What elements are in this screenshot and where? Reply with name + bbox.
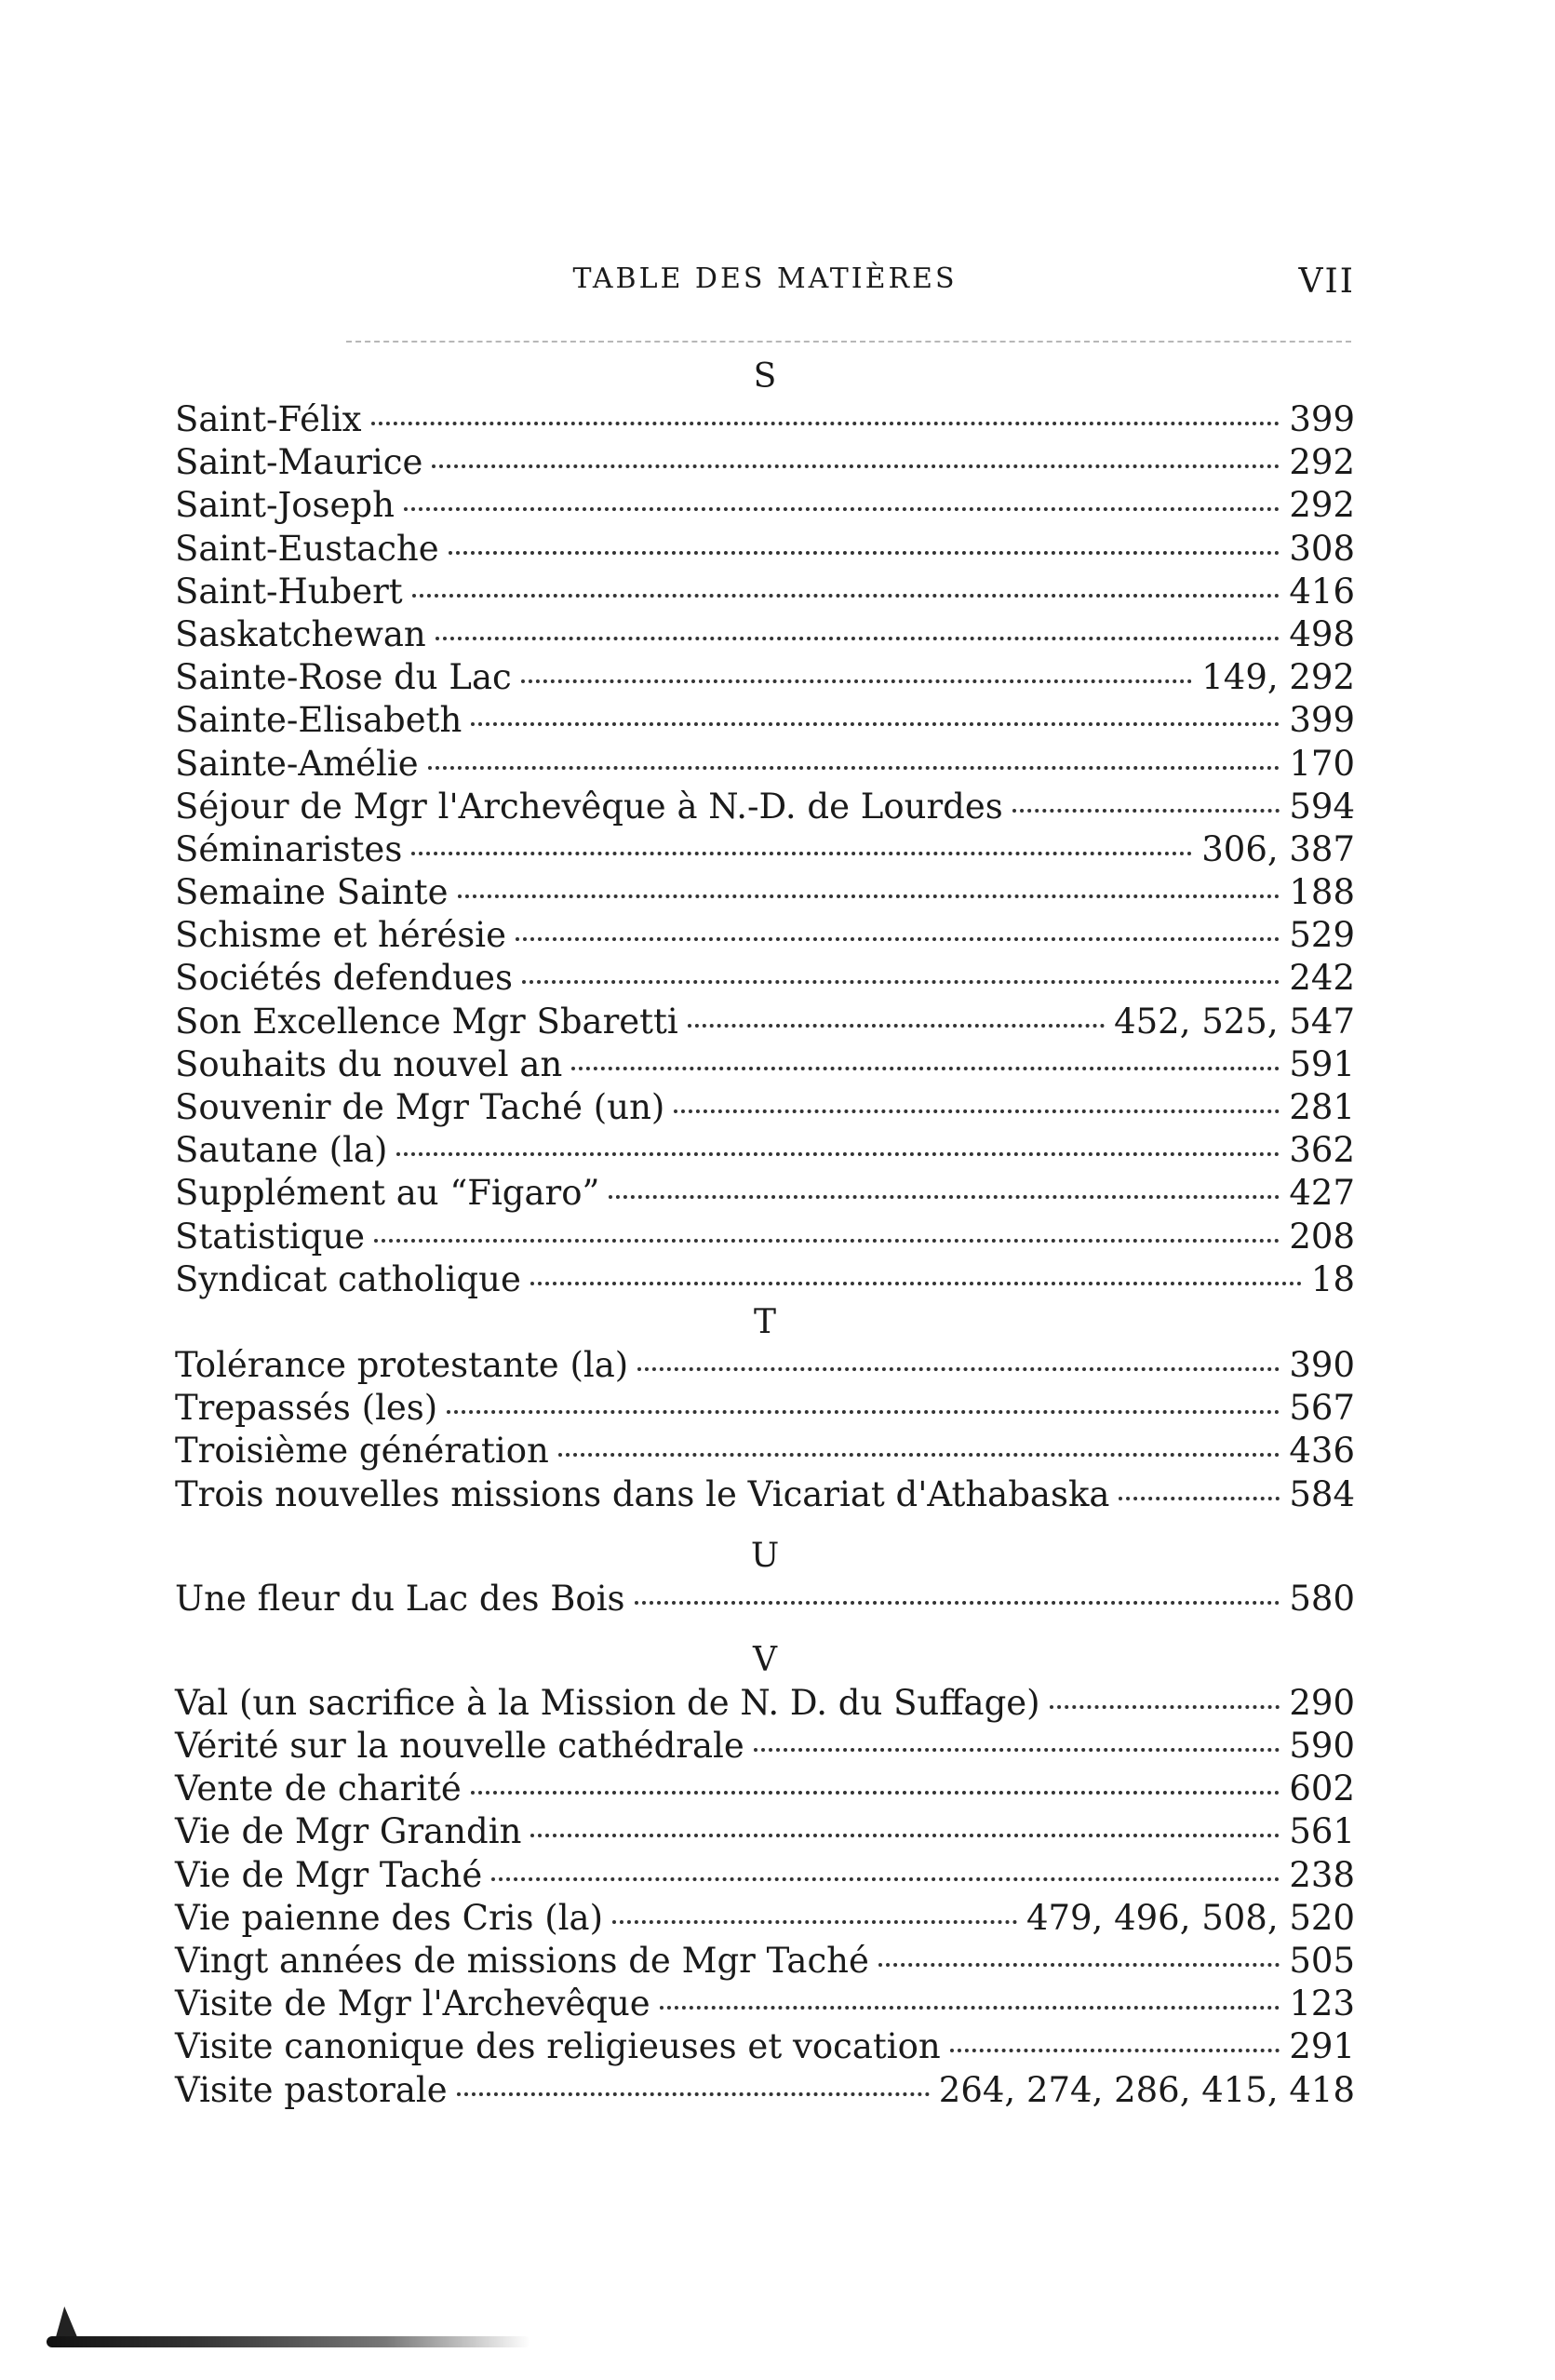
toc-entry (175, 528, 1355, 571)
entry-pages: 292 (1289, 442, 1355, 483)
entry-pages: 292 (1289, 485, 1355, 526)
entry-pages: 498 (1289, 613, 1355, 654)
entry-title: Saint-Maurice (175, 442, 423, 483)
ink-smudge (47, 2336, 530, 2347)
entry-title: Vente de charité (175, 1768, 462, 1809)
dot-leader (558, 1453, 1280, 1457)
toc-entry (175, 613, 1355, 656)
entry-title: Vingt années de missions de Mgr Taché (175, 1941, 869, 1981)
entry-pages: 399 (1289, 700, 1355, 741)
entry-title: Syndicat catholique (175, 1258, 521, 1299)
toc-entry (175, 1043, 1355, 1086)
dot-leader (754, 1748, 1280, 1752)
dot-leader (457, 2092, 930, 2096)
dot-leader (491, 1877, 1280, 1881)
entry-title: Troisième génération (175, 1431, 549, 1472)
toc-entry (175, 1086, 1355, 1129)
entry-pages: 580 (1289, 1578, 1355, 1619)
dot-leader (411, 852, 1192, 855)
toc-entry (175, 1940, 1355, 1983)
dot-leader (374, 1239, 1280, 1243)
dot-leader (878, 1963, 1280, 1967)
toc-entry (175, 1578, 1355, 1620)
dot-leader (436, 637, 1280, 640)
toc-entry (175, 1682, 1355, 1725)
entry-title: Schisme et hérésie (175, 915, 507, 956)
dot-leader (471, 722, 1280, 726)
entry-title: Visite canonique des religieuses et vocation (175, 2026, 941, 2067)
entry-pages: 591 (1289, 1043, 1355, 1084)
toc-entry (175, 2025, 1355, 2068)
entry-title: Souhaits du nouvel an (175, 1043, 563, 1084)
entry-pages: 436 (1289, 1431, 1355, 1472)
dot-leader (530, 1834, 1280, 1837)
toc-entry (175, 957, 1355, 1000)
entry-title: Sainte-Elisabeth (175, 700, 462, 741)
table-of-contents (175, 356, 1355, 2112)
entry-title: Trepassés (les) (175, 1388, 438, 1429)
entry-title: Séminaristes (175, 828, 403, 869)
entry-pages: 123 (1289, 1983, 1355, 2024)
section-letter: T (753, 1302, 776, 1341)
dot-leader (688, 1024, 1105, 1028)
dot-leader (950, 2049, 1280, 2052)
toc-entry (175, 571, 1355, 613)
entry-pages: 390 (1289, 1344, 1355, 1385)
dot-leader (674, 1109, 1280, 1113)
entry-pages: 170 (1289, 743, 1355, 784)
dot-leader (522, 980, 1280, 984)
toc-entry (175, 2069, 1355, 2112)
toc-entry (175, 1001, 1355, 1043)
toc-section (175, 1620, 1355, 2112)
entry-title: Séjour de Mgr l'Archevêque à N.-D. de Lourdes (175, 786, 1003, 827)
toc-entry (175, 914, 1355, 957)
entry-title: Tolérance protestante (la) (175, 1344, 629, 1385)
toc-entry (175, 1258, 1355, 1301)
toc-entry (175, 1216, 1355, 1258)
dot-leader (521, 679, 1192, 683)
toc-entry (175, 398, 1355, 441)
dot-leader (612, 1920, 1017, 1924)
entry-title: Trois nouvelles missions dans le Vicariat d'Athabaska (175, 1473, 1110, 1514)
entry-title: Saint-Félix (175, 399, 362, 439)
entry-title: Visite pastorale (175, 2069, 448, 2110)
toc-entry (175, 1129, 1355, 1172)
entry-title: Saint-Eustache (175, 528, 439, 569)
entry-pages: 590 (1289, 1726, 1355, 1767)
entry-pages: 308 (1289, 528, 1355, 569)
entry-pages: 149, 292 (1201, 657, 1355, 698)
toc-section (175, 1301, 1355, 1516)
entry-pages: 594 (1289, 786, 1355, 827)
entry-pages: 567 (1289, 1388, 1355, 1429)
entry-title: Saint-Joseph (175, 485, 395, 526)
entry-pages: 529 (1289, 915, 1355, 956)
toc-entry (175, 484, 1355, 527)
dot-leader (412, 594, 1280, 598)
toc-section (175, 356, 1355, 1301)
entry-pages: 281 (1289, 1087, 1355, 1127)
entry-title: Sainte-Rose du Lac (175, 657, 512, 698)
entry-title: Vie de Mgr Taché (175, 1854, 483, 1895)
entry-title: Val (un sacrifice à la Mission de N. D. du Suffage) (175, 1682, 1040, 1723)
entry-title: Souvenir de Mgr Taché (un) (175, 1087, 665, 1127)
entry-pages: 452, 525, 547 (1114, 1001, 1355, 1042)
page-number: VII (1298, 262, 1355, 301)
dot-leader (458, 894, 1280, 898)
entry-pages: 238 (1289, 1854, 1355, 1895)
entry-title: Une fleur du Lac des Bois (175, 1578, 625, 1619)
toc-entry (175, 1810, 1355, 1853)
entry-title: Sainte-Amélie (175, 743, 419, 784)
toc-entry (175, 1897, 1355, 1940)
dot-leader (609, 1195, 1280, 1199)
entry-title: Supplément au “Figaro” (175, 1173, 600, 1214)
entry-pages: 479, 496, 508, 520 (1025, 1897, 1355, 1938)
dot-leader (432, 464, 1280, 468)
entry-title: Vie paienne des Cris (la) (175, 1897, 604, 1938)
entry-title: Statistique (175, 1216, 366, 1257)
dot-leader (516, 937, 1280, 941)
entry-title: Son Excellence Mgr Sbaretti (175, 1001, 678, 1042)
dot-leader (471, 1791, 1280, 1795)
section-gap (175, 1516, 1355, 1535)
dot-leader (396, 1152, 1280, 1156)
entry-title: Saint-Hubert (175, 571, 403, 612)
page-header (175, 262, 1355, 309)
entry-pages: 18 (1310, 1258, 1355, 1299)
toc-entry (175, 743, 1355, 786)
entry-title: Vie de Mgr Grandin (175, 1811, 522, 1852)
entry-title: Saskatchewan (175, 613, 426, 654)
toc-entry (175, 1344, 1355, 1387)
entry-title: Sautane (la) (175, 1130, 388, 1171)
toc-entry (175, 699, 1355, 742)
entry-pages: 427 (1289, 1173, 1355, 1214)
header-rule (346, 341, 1351, 343)
toc-entry (175, 871, 1355, 914)
toc-entry (175, 1473, 1355, 1516)
entry-title: Semaine Sainte (175, 872, 449, 913)
dot-leader (428, 766, 1280, 770)
dot-leader (637, 1367, 1280, 1371)
dot-leader (571, 1067, 1280, 1070)
toc-entry (175, 828, 1355, 871)
dot-leader (404, 507, 1280, 511)
entry-title: Sociétés defendues (175, 958, 513, 999)
section-letter: S (753, 357, 777, 396)
entry-pages: 584 (1289, 1473, 1355, 1514)
section-letter: U (750, 1536, 780, 1575)
toc-entry (175, 1768, 1355, 1810)
toc-entry (175, 1172, 1355, 1215)
entry-title: Vérité sur la nouvelle cathédrale (175, 1726, 744, 1767)
dot-leader (660, 2006, 1280, 2010)
dot-leader (635, 1601, 1280, 1605)
entry-pages: 208 (1289, 1216, 1355, 1257)
dot-leader (1119, 1497, 1280, 1500)
entry-pages: 399 (1289, 399, 1355, 439)
toc-entry (175, 1854, 1355, 1897)
entry-pages: 242 (1289, 958, 1355, 999)
entry-pages: 362 (1289, 1130, 1355, 1171)
dot-leader (1050, 1705, 1280, 1709)
entry-pages: 505 (1289, 1941, 1355, 1981)
toc-entry (175, 1725, 1355, 1768)
entry-pages: 290 (1289, 1682, 1355, 1723)
toc-entry (175, 1983, 1355, 2025)
toc-entry (175, 1387, 1355, 1430)
entry-pages: 602 (1289, 1768, 1355, 1809)
entry-pages: 188 (1289, 872, 1355, 913)
dot-leader (530, 1282, 1302, 1285)
entry-title: Visite de Mgr l'Archevêque (175, 1983, 650, 2024)
dot-leader (371, 422, 1280, 425)
running-title: TABLE DES MATIÈRES (572, 262, 958, 295)
entry-pages: 416 (1289, 571, 1355, 612)
section-letter: V (753, 1640, 777, 1679)
entry-pages: 291 (1289, 2026, 1355, 2067)
entry-pages: 561 (1289, 1811, 1355, 1852)
dot-leader (449, 551, 1280, 555)
toc-section (175, 1516, 1355, 1620)
dot-leader (1012, 809, 1280, 813)
toc-entry (175, 656, 1355, 699)
entry-pages: 264, 274, 286, 415, 418 (938, 2069, 1355, 2110)
section-gap (175, 1620, 1355, 1639)
entry-pages: 306, 387 (1201, 828, 1355, 869)
toc-entry (175, 786, 1355, 828)
toc-entry (175, 1430, 1355, 1472)
toc-entry (175, 441, 1355, 484)
dot-leader (447, 1410, 1280, 1414)
